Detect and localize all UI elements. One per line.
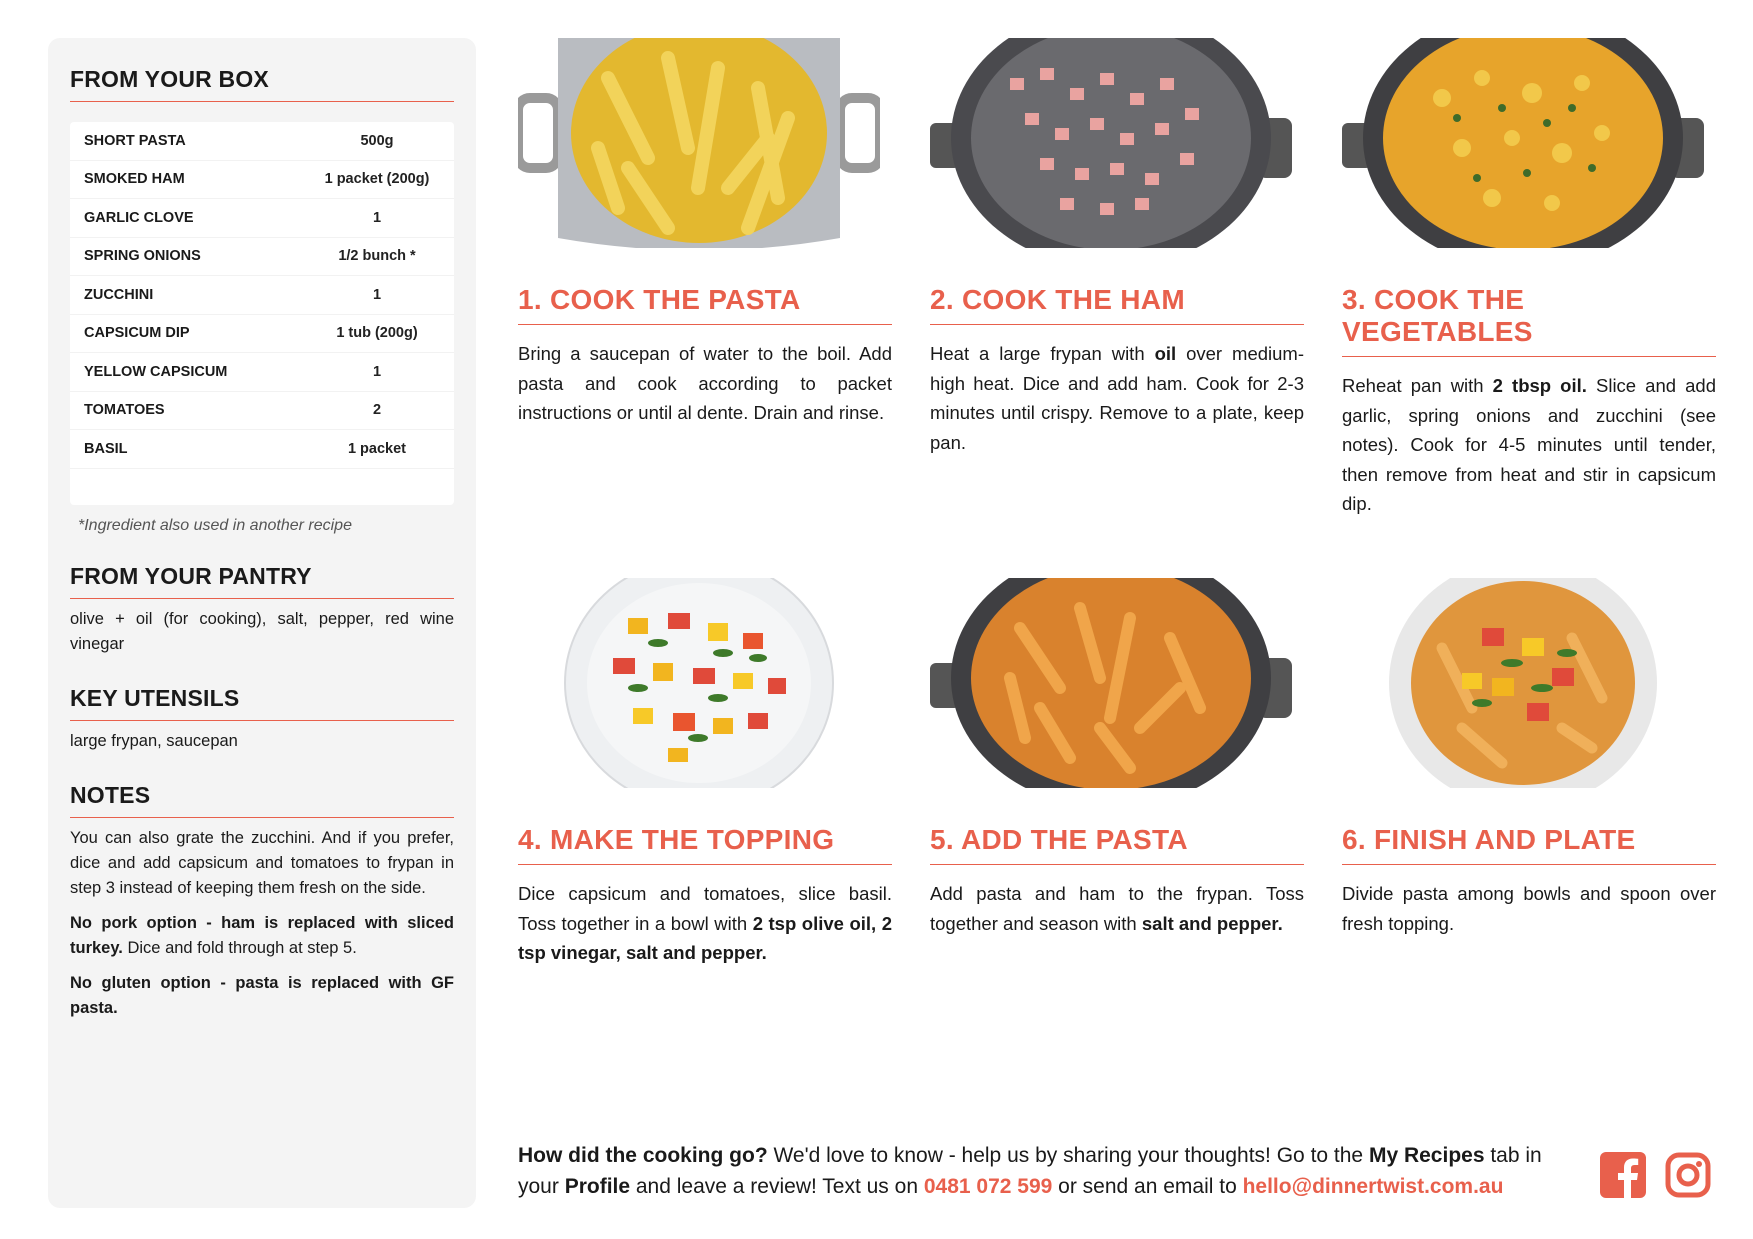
step-title: 1. COOK THE PASTA [518,284,892,325]
ingredient-row [70,122,454,161]
notes-paragraph: You can also grate the zucchini. And if you prefer, dice and add capsicum and tomatoes to frypan in step 3 instead of keeping them fresh on the side. [70,828,454,897]
email-link[interactable]: hello@dinnertwist.com.au [1242,1175,1504,1198]
step-text-bold: oil [1154,343,1177,364]
notes-bold: No pork option - ham is replaced with sliced turkey. [70,913,454,957]
pantry-section [70,563,454,657]
feedback-footer [518,1140,1578,1202]
ingredient-name: BASIL [84,440,128,457]
ingredients-sidebar [48,38,476,1208]
notes-bold: No gluten option - pasta is replaced with GF pasta. [70,973,454,1017]
step-text-part: Add pasta and ham to the frypan. Toss together and season with [930,883,1304,934]
ingredient-qty: 1 packet [347,440,407,457]
phone-link[interactable]: 0481 072 599 [923,1175,1053,1198]
utensils-heading: KEY UTENSILS [70,685,454,721]
ingredient-name: GARLIC CLOVE [84,209,194,226]
step-photo-vegetables-pan [1342,38,1704,248]
step-title: 6. FINISH AND PLATE [1342,824,1716,865]
pantry-heading: FROM YOUR PANTRY [70,563,454,599]
footer-text: tab in your [518,1144,1542,1198]
ingredient-qty: 1 packet (200g) [324,171,430,188]
utensils-text: large frypan, saucepan [70,731,238,750]
ingredient-qty: 500g [360,132,394,149]
my-recipes-label: My Recipes [1368,1144,1485,1167]
step-text-bold: salt and pepper. [1141,912,1283,934]
step-photo-pasta-pot [518,38,880,248]
notes-paragraph [70,971,454,1021]
step-text-part: Reheat pan with [1342,375,1493,396]
step-title: 2. COOK THE HAM [930,284,1304,325]
notes-text: Dice and fold through at step 5. [122,938,357,957]
ingredient-qty: 1 [372,363,382,380]
ingredient-name: SHORT PASTA [84,132,186,149]
ingredient-qty: 1 [372,209,382,226]
step-title: 4. MAKE THE TOPPING [518,824,892,865]
ingredient-row [70,392,454,431]
ingredient-name: YELLOW CAPSICUM [84,363,228,380]
step-text: Divide pasta among bowls and spoon over fresh topping. [1342,883,1716,934]
step-text-part: Dice capsicum and tomatoes, slice basil. Toss together in a bowl with [518,883,892,934]
ingredient-qty: 2 [372,402,382,419]
step-photo-ham-frypan [930,38,1292,248]
step-text-bold: 2 tbsp oil. [1492,375,1587,396]
ingredient-qty: 1 tub (200g) [336,325,418,342]
ingredient-name: TOMATOES [84,402,165,419]
step-text-part: Slice and add garlic, spring onions and zucchini (see notes). Cook for 4-5 minutes until tender, then remove from heat and stir in capsicum dip. [1342,375,1716,514]
step-photo-pasta-frypan [930,578,1292,788]
notes-heading: NOTES [70,782,454,818]
step-text-bold: 2 tsp olive oil, 2 tsp vinegar, salt and pepper. [518,912,892,963]
ingredient-qty: 1 [372,286,382,303]
ingredient-name: SMOKED HAM [84,171,185,188]
step-photo-plated-bowl [1342,578,1704,788]
step-text-part: Heat a large frypan with [930,343,1155,364]
step-photo-topping-bowl [518,578,880,788]
step-6 [1342,578,1716,938]
step-text [930,879,1304,938]
footer-text: or send an email to [1052,1175,1243,1198]
step-3 [1342,38,1716,519]
facebook-icon[interactable] [1600,1152,1646,1198]
from-your-box-heading: FROM YOUR BOX [70,66,454,102]
ingredient-name: SPRING ONIONS [84,248,201,265]
step-2 [930,38,1304,457]
step-title: 3. COOK THE VEGETABLES [1342,284,1716,357]
ingredients-table [70,122,454,505]
ingredient-footnote: *Ingredient also used in another recipe [78,516,352,534]
footer-text: We'd love to know - help us by sharing your thoughts! Go to the [767,1144,1369,1167]
step-title: 5. ADD THE PASTA [930,824,1304,865]
ingredient-row [70,315,454,354]
notes-section [70,782,454,1021]
instagram-icon[interactable] [1665,1152,1711,1198]
step-4 [518,578,892,968]
step-1 [518,38,892,428]
utensils-section [70,685,454,754]
step-text [1342,371,1716,519]
ingredient-row [70,276,454,315]
ingredient-qty: 1/2 bunch * [338,248,416,265]
notes-paragraph [70,911,454,961]
step-text [930,339,1304,457]
ingredient-row [70,430,454,469]
step-text [518,879,892,968]
step-text: Bring a saucepan of water to the boil. Add pasta and cook according to packet instructions or until al dente. Drain and rinse. [518,343,892,423]
ingredient-row [70,161,454,200]
footer-question: How did the cooking go? [518,1144,768,1167]
profile-label: Profile [564,1175,631,1198]
ingredient-name: ZUCCHINI [84,286,154,303]
footer-text: and leave a review! Text us on [630,1175,924,1198]
ingredient-row [70,199,454,238]
ingredient-name: CAPSICUM DIP [84,325,190,342]
ingredient-row [70,238,454,277]
ingredient-row [70,353,454,392]
step-5 [930,578,1304,938]
step-text-part: over medium-high heat. Dice and add ham. Cook for 2-3 minutes until crispy. Remove to a plate, keep pan. [930,343,1304,453]
pantry-text: olive + oil (for cooking), salt, pepper, red wine vinegar [70,609,454,653]
